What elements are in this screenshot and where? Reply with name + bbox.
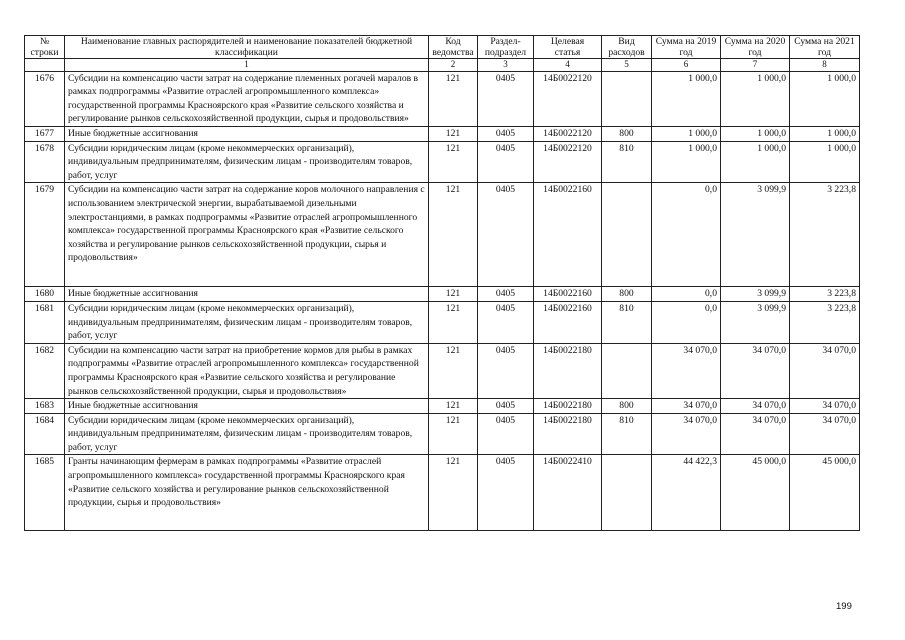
row-sum-2019: 1 000,0 [652, 126, 721, 141]
row-dept-code: 121 [429, 413, 478, 455]
row-section: 0405 [478, 413, 534, 455]
row-sum-2020: 1 000,0 [721, 71, 790, 126]
row-expense-type [602, 71, 652, 126]
row-expense-type: 810 [602, 141, 652, 183]
column-number: 5 [602, 59, 652, 71]
table-row [25, 126, 860, 141]
column-number [25, 59, 65, 71]
row-section: 0405 [478, 399, 534, 414]
row-expense-type [602, 183, 652, 287]
row-sum-2019: 0,0 [652, 301, 721, 343]
row-sum-2020: 34 070,0 [721, 413, 790, 455]
header-sum-2019: Сумма на 2019 год [652, 36, 721, 59]
row-dept-code: 121 [429, 301, 478, 343]
row-target: 14Б0022410 [534, 455, 602, 531]
row-section: 0405 [478, 126, 534, 141]
row-name: Субсидии юридическим лицам (кроме некоммерческих организаций), индивидуальным предпринимателям, физическим лицам - производителям товаров, работ, услуг [65, 301, 429, 343]
row-sum-2019: 1 000,0 [652, 141, 721, 183]
column-number: 3 [478, 59, 534, 71]
header-row [25, 36, 860, 59]
row-sum-2021: 3 223,8 [790, 287, 860, 302]
row-target: 14Б0022120 [534, 141, 602, 183]
row-section: 0405 [478, 71, 534, 126]
table-row [25, 183, 860, 287]
row-target: 14Б0022160 [534, 301, 602, 343]
row-section: 0405 [478, 141, 534, 183]
row-sum-2019: 1 000,0 [652, 71, 721, 126]
table-row [25, 343, 860, 398]
row-section: 0405 [478, 455, 534, 531]
row-target: 14Б0022120 [534, 71, 602, 126]
row-dept-code: 121 [429, 126, 478, 141]
header-sum-2020: Сумма на 2020 год [721, 36, 790, 59]
row-number: 1684 [25, 413, 65, 455]
row-number: 1685 [25, 455, 65, 531]
row-expense-type: 800 [602, 126, 652, 141]
row-sum-2019: 34 070,0 [652, 413, 721, 455]
row-name: Субсидии на компенсацию части затрат на содержание коров молочного направления с использованием электрической энергии, вырабатываемой дизельными электростанциями, в рамках подпрограммы «Развитие отраслей агропромышленного комплекса» государственной программы Красноярского края «Развитие сельского хозяйства и регулирование рынков сельскохозяйственной продукции, сырья и продовольствия» [65, 183, 429, 287]
header-expense-type: Вид расходов [602, 36, 652, 59]
row-expense-type: 810 [602, 301, 652, 343]
column-number-row [25, 59, 860, 71]
row-sum-2020: 3 099,9 [721, 287, 790, 302]
row-number: 1681 [25, 301, 65, 343]
row-sum-2021: 34 070,0 [790, 343, 860, 398]
row-sum-2019: 34 070,0 [652, 399, 721, 414]
row-sum-2020: 34 070,0 [721, 343, 790, 398]
row-section: 0405 [478, 343, 534, 398]
row-sum-2020: 45 000,0 [721, 455, 790, 531]
column-number: 7 [721, 59, 790, 71]
row-expense-type: 810 [602, 413, 652, 455]
column-number: 2 [429, 59, 478, 71]
column-number: 4 [534, 59, 602, 71]
row-sum-2019: 44 422,3 [652, 455, 721, 531]
row-number: 1676 [25, 71, 65, 126]
row-name: Субсидии на компенсацию части затрат на приобретение кормов для рыбы в рамках подпрограммы «Развитие отраслей агропромышленного комплекса» государственной программы Красноярского края «Развитие сельского хозяйства и регулирование рынков сельскохозяйственной продукции, сырья и продовольствия» [65, 343, 429, 398]
row-expense-type: 800 [602, 399, 652, 414]
row-target: 14Б0022180 [534, 343, 602, 398]
row-number: 1683 [25, 399, 65, 414]
row-dept-code: 121 [429, 287, 478, 302]
row-section: 0405 [478, 183, 534, 287]
table-row [25, 71, 860, 126]
row-sum-2021: 3 223,8 [790, 301, 860, 343]
column-number: 6 [652, 59, 721, 71]
header-name: Наименование главных распорядителей и наименование показателей бюджетной классификации [65, 36, 429, 59]
row-number: 1679 [25, 183, 65, 287]
row-target: 14Б0022160 [534, 287, 602, 302]
row-expense-type [602, 455, 652, 531]
row-section: 0405 [478, 287, 534, 302]
table-row [25, 455, 860, 531]
header-sum-2021: Сумма на 2021 год [790, 36, 860, 59]
row-sum-2020: 34 070,0 [721, 399, 790, 414]
column-number: 1 [65, 59, 429, 71]
header-dept-code: Код ведомства [429, 36, 478, 59]
row-dept-code: 121 [429, 343, 478, 398]
row-sum-2021: 34 070,0 [790, 399, 860, 414]
row-name: Гранты начинающим фермерам в рамках подпрограммы «Развитие отраслей агропромышленного комплекса» государственной программы Красноярского края «Развитие сельского хозяйства и регулирование рынков сельскохозяйственной продукции, сырья и продовольствия» [65, 455, 429, 531]
table-body [25, 71, 860, 531]
row-sum-2020: 3 099,9 [721, 183, 790, 287]
table-row [25, 399, 860, 414]
table-row [25, 301, 860, 343]
row-sum-2021: 34 070,0 [790, 413, 860, 455]
row-sum-2020: 1 000,0 [721, 141, 790, 183]
row-sum-2021: 3 223,8 [790, 183, 860, 287]
row-sum-2020: 1 000,0 [721, 126, 790, 141]
row-section: 0405 [478, 301, 534, 343]
row-dept-code: 121 [429, 455, 478, 531]
row-target: 14Б0022160 [534, 183, 602, 287]
row-name: Субсидии юридическим лицам (кроме некоммерческих организаций), индивидуальным предпринимателям, физическим лицам - производителям товаров, работ, услуг [65, 413, 429, 455]
row-sum-2021: 45 000,0 [790, 455, 860, 531]
row-sum-2021: 1 000,0 [790, 126, 860, 141]
row-number: 1680 [25, 287, 65, 302]
row-number: 1677 [25, 126, 65, 141]
table-row [25, 287, 860, 302]
header-target: Целевая статья [534, 36, 602, 59]
row-name: Иные бюджетные ассигнования [65, 126, 429, 141]
row-number: 1682 [25, 343, 65, 398]
row-dept-code: 121 [429, 71, 478, 126]
row-sum-2019: 0,0 [652, 183, 721, 287]
row-sum-2021: 1 000,0 [790, 141, 860, 183]
row-target: 14Б0022120 [534, 126, 602, 141]
table-row [25, 141, 860, 183]
table-row [25, 413, 860, 455]
column-number: 8 [790, 59, 860, 71]
row-dept-code: 121 [429, 141, 478, 183]
row-dept-code: 121 [429, 183, 478, 287]
page-number: 199 [836, 601, 852, 612]
row-name: Субсидии на компенсацию части затрат на содержание племенных рогачей маралов в рамках подпрограммы «Развитие отраслей агропромышленного комплекса» государственной программы Красноярского края «Развитие сельского хозяйства и регулирование рынков сельскохозяйственной продукции, сырья и продовольствия» [65, 71, 429, 126]
row-sum-2019: 34 070,0 [652, 343, 721, 398]
row-sum-2019: 0,0 [652, 287, 721, 302]
row-sum-2020: 3 099,9 [721, 301, 790, 343]
row-target: 14Б0022180 [534, 413, 602, 455]
row-name: Субсидии юридическим лицам (кроме некоммерческих организаций), индивидуальным предпринимателям, физическим лицам - производителям товаров, работ, услуг [65, 141, 429, 183]
row-sum-2021: 1 000,0 [790, 71, 860, 126]
row-expense-type: 800 [602, 287, 652, 302]
row-number: 1678 [25, 141, 65, 183]
row-dept-code: 121 [429, 399, 478, 414]
header-row-number: № строки [25, 36, 65, 59]
row-name: Иные бюджетные ассигнования [65, 287, 429, 302]
row-name: Иные бюджетные ассигнования [65, 399, 429, 414]
row-target: 14Б0022180 [534, 399, 602, 414]
header-section: Раздел-подраздел [478, 36, 534, 59]
budget-table [24, 35, 860, 531]
row-expense-type [602, 343, 652, 398]
